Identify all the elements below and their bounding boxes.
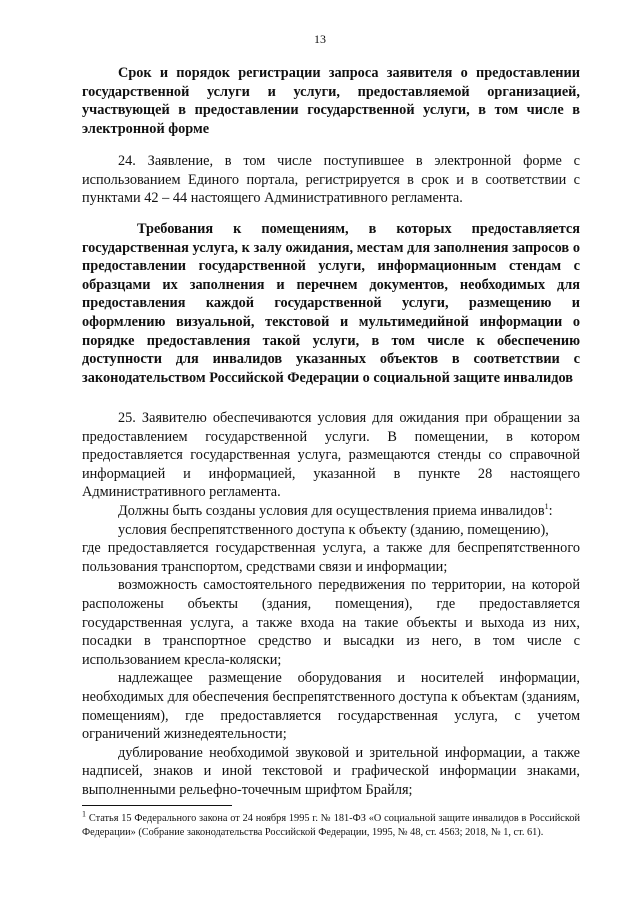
paragraph-25 bbox=[82, 409, 580, 799]
footnote bbox=[82, 809, 580, 839]
footnote-reference: 1 bbox=[544, 502, 549, 512]
footnote-text: Статья 15 Федерального закона от 24 ноября 1995 г. № 181-ФЗ «О социальной защите инвалидов в Российской Федерации» (Собрание законодательства Российской Федерации, 1995, № 48, ст. 4563; 2018, № 1, ст. 61). bbox=[82, 813, 580, 838]
page-number: 13 bbox=[314, 32, 326, 46]
condition-item-1-rest: где предоставляется государственная услуга, а также для беспрепятственного пользования транспортом, средствами связи и информации; bbox=[82, 540, 580, 575]
paragraph-conditions-colon: : bbox=[548, 502, 553, 519]
paragraph-conditions bbox=[82, 502, 580, 521]
condition-item-3: надлежащее размещение оборудования и носителей информации, необходимых для обеспечения беспрепятственного доступа к объектам (зданиям, помещениям), где предоставляется государственная услуга, с учетом ограничений жизнедеятельности; bbox=[82, 670, 580, 743]
footnote-divider bbox=[82, 805, 232, 806]
condition-item-1-start: условия беспрепятственного доступа к объекту (зданию, помещению), bbox=[118, 521, 549, 538]
condition-item-2: возможность самостоятельного передвижения по территории, на которой расположены объекты (здания, помещения), где предоставляется государственная услуга, а также входа на такие объекты и выхода из них, посадки в транспортное средство и высадки из него, в том числе с использованием кресла-коляски; bbox=[82, 577, 580, 668]
heading-registration-text: Срок и порядок регистрации запроса заявителя о предоставлении государственной услуги и услуги, предоставляемой организацией, участвующей в предоставлении государственной услуги, в том числе в электронной форме bbox=[82, 65, 580, 137]
section-heading-premises bbox=[82, 220, 580, 387]
condition-item-4: дублирование необходимой звуковой и зрительной информации, а также надписей, знаков и иной текстовой и графической информации знаками, выполненными рельефно-точечным шрифтом Брайля; bbox=[82, 744, 580, 798]
footnote-marker: 1 bbox=[82, 809, 86, 819]
paragraph-conditions-text: Должны быть созданы условия для осуществления приема инвалидов bbox=[118, 502, 545, 519]
paragraph-24 bbox=[82, 152, 580, 208]
section-heading-registration bbox=[82, 64, 580, 138]
paragraph-24-text: 24. Заявление, в том числе поступившее в электронной форме с использованием Единого портала, регистрируется в срок и в соответствии с пунктами 42 – 44 настоящего Административного регламента. bbox=[82, 153, 580, 207]
heading-premises-text: Требования к помещениям, в которых предоставляется государственная услуга, к залу ожидания, местам для заполнения запросов о предоставлении государственной услуги, информационным стендам с образцами их заполнения и перечнем документов, необходимых для предоставления каждой государственной услуги, размещению и оформлению визуальной, текстовой и мультимедийной информации о порядке предоставления такой услуги, в том числе к обеспечению доступности для инвалидов указанных объектов в соответствии с законодательством Российской Федерации о социальной защите инвалидов bbox=[82, 221, 580, 386]
paragraph-25-text: 25. Заявителю обеспечиваются условия для ожидания при обращении за предоставлением государственной услуги. В помещении, в котором предоставляется государственная услуга, размещаются стенды со справочной информацией и информацией, указанной в пункте 28 настоящего Административного регламента. bbox=[82, 410, 580, 501]
